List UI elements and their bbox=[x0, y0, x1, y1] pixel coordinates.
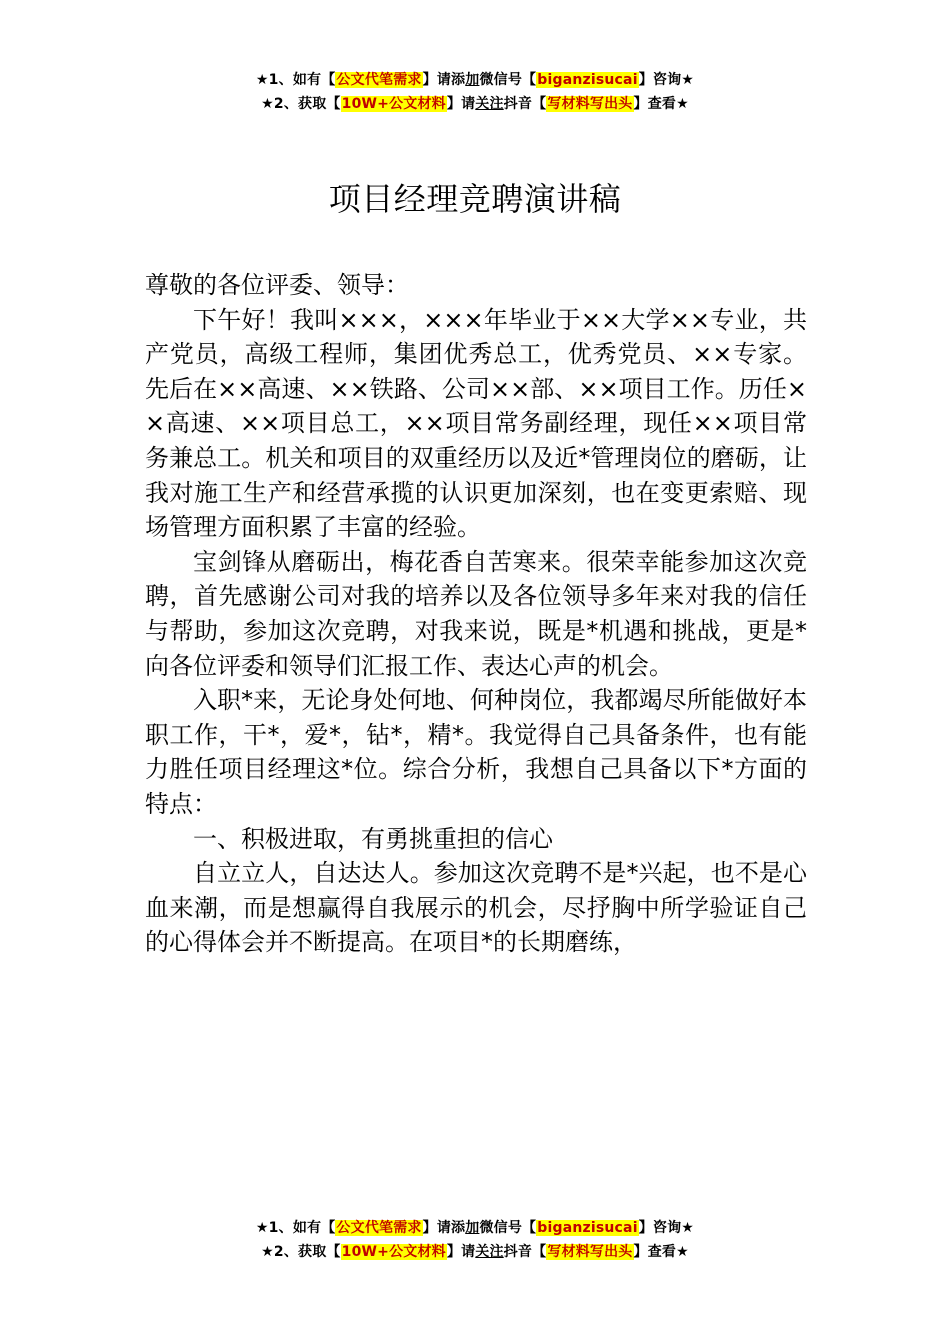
banner-text: ★1、如有【 bbox=[255, 1220, 336, 1236]
banner-line-1 bbox=[0, 1216, 950, 1240]
banner-underline: 关注 bbox=[475, 96, 504, 112]
banner-underline: 加 bbox=[465, 1220, 480, 1236]
document-title: 项目经理竞聘演讲稿 bbox=[328, 180, 622, 218]
banner-highlight: 10W+公文材料 bbox=[341, 1244, 446, 1260]
banner-text: 】咨询★ bbox=[638, 1220, 695, 1236]
banner-highlight: 写材料写出头 bbox=[547, 96, 633, 112]
salutation: 尊敬的各位评委、领导： bbox=[145, 271, 409, 299]
banner-highlight: biganzisucai bbox=[537, 72, 638, 88]
banner-text: 】请 bbox=[446, 1244, 476, 1260]
banner-underline: 加 bbox=[465, 72, 480, 88]
document-body bbox=[145, 268, 807, 960]
banner-text: 】请 bbox=[446, 96, 476, 112]
paragraph: 自立立人，自达达人。参加这次竞聘不是*兴起，也不是心血来潮，而是想赢得自我展示的机会，尽抒胸中所学验证自己的心得体会并不断提高。在项目*的长期磨练， bbox=[145, 859, 807, 957]
banner-line-2 bbox=[0, 92, 950, 116]
banner-text: ★1、如有【 bbox=[255, 72, 336, 88]
paragraph: 入职*来，无论身处何地、何种岗位，我都竭尽所能做好本职工作，干*，爱*，钻*，精*。我觉得自己具备条件，也有能力胜任项目经理这*位。综合分析，我想自己具备以下*方面的特点： bbox=[145, 686, 807, 818]
banner-text: 】查看★ bbox=[633, 96, 689, 112]
banner-highlight: 公文代笔需求 bbox=[336, 72, 422, 88]
banner-text: 抖音【 bbox=[503, 96, 547, 112]
section-heading: 一、积极进取，有勇挑重担的信心 bbox=[193, 824, 553, 853]
banner-text: 】请添 bbox=[422, 1220, 466, 1236]
footer-banner bbox=[0, 1216, 950, 1264]
banner-line-2 bbox=[0, 1240, 950, 1264]
banner-text: 】查看★ bbox=[633, 1244, 689, 1260]
banner-text: 】请添 bbox=[422, 72, 466, 88]
header-banner bbox=[0, 68, 950, 116]
banner-text: ★2、获取【 bbox=[261, 96, 341, 112]
paragraph: 宝剑锋从磨砺出，梅花香自苦寒来。很荣幸能参加这次竞聘，首先感谢公司对我的培养以及各位领导多年来对我的信任与帮助，参加这次竞聘，对我来说，既是*机遇和挑战，更是*向各位评委和领导们汇报工作、表达心声的机会。 bbox=[145, 547, 807, 680]
banner-highlight: biganzisucai bbox=[537, 1220, 638, 1236]
banner-text: 】咨询★ bbox=[638, 72, 695, 88]
banner-highlight: 10W+公文材料 bbox=[341, 96, 446, 112]
banner-line-1 bbox=[0, 68, 950, 92]
banner-text: 微信号【 bbox=[479, 72, 537, 88]
banner-text: 抖音【 bbox=[503, 1244, 547, 1260]
banner-highlight: 公文代笔需求 bbox=[336, 1220, 422, 1236]
banner-highlight: 写材料写出头 bbox=[547, 1244, 633, 1260]
banner-text: 微信号【 bbox=[479, 1220, 537, 1236]
paragraph: 下午好！我叫×××，×××年毕业于××大学××专业，共产党员，高级工程师，集团优秀总工，优秀党员、××专家。先后在××高速、××铁路、公司××部、××项目工作。历任××高速、××项目总工，××项目常务副经理，现任××项目常务兼总工。机关和项目的双重经历以及近*管理岗位的磨砺，让我对施工生产和经营承揽的认识更加深刻，也在变更索赔、现场管理方面积累了丰富的经验。 bbox=[145, 305, 807, 542]
banner-underline: 关注 bbox=[475, 1244, 504, 1260]
banner-text: ★2、获取【 bbox=[261, 1244, 341, 1260]
